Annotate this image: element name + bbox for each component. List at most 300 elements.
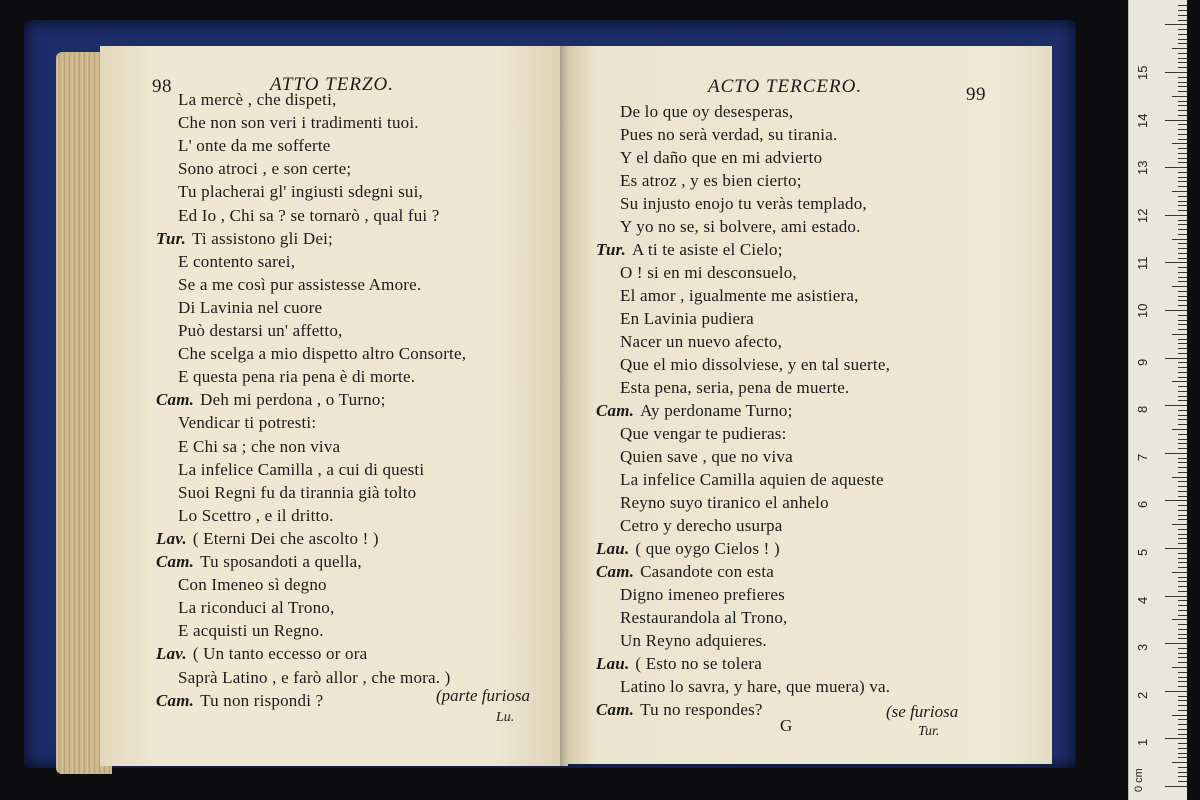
ruler-tick xyxy=(1178,543,1187,544)
left-line xyxy=(156,529,379,549)
ruler-unit-label: 0 cm xyxy=(1133,768,1145,792)
ruler-tick xyxy=(1178,267,1187,268)
ruler-tick xyxy=(1178,43,1187,44)
ruler-tick xyxy=(1165,738,1187,739)
verse-text: ( Esto no se tolera xyxy=(635,654,762,673)
ruler-tick xyxy=(1165,405,1187,406)
verse-text: De lo que oy desesperas, xyxy=(620,102,794,121)
speaker-label: Lav. xyxy=(156,528,187,548)
ruler-tick xyxy=(1178,320,1187,321)
ruler-tick xyxy=(1178,696,1187,697)
ruler-tick xyxy=(1178,20,1187,21)
verse-text: Saprà Latino , e farò allor , che mora. ) xyxy=(178,667,451,687)
right-line xyxy=(596,654,762,674)
ruler-tick xyxy=(1178,82,1187,83)
verse-text: El amor , igualmente me asistiera, xyxy=(620,286,859,305)
ruler-tick xyxy=(1178,277,1187,278)
verse-text: Ti assistono gli Dei; xyxy=(191,228,333,248)
left-line xyxy=(178,159,351,179)
ruler-tick xyxy=(1178,5,1187,6)
ruler-tick xyxy=(1172,143,1187,144)
ruler-tick xyxy=(1178,315,1187,316)
verse-text: Latino lo savra, y hare, que muera) va. xyxy=(620,677,891,696)
right-line xyxy=(596,700,763,720)
ruler-tick xyxy=(1165,548,1187,549)
left-line xyxy=(178,413,316,433)
verse-text: En Lavinia pudiera xyxy=(620,309,754,328)
ruler-tick xyxy=(1165,786,1187,787)
ruler-tick xyxy=(1165,167,1187,168)
verse-text: ( que oygo Cielos ! ) xyxy=(635,539,780,558)
verse-text: Di Lavinia nel cuore xyxy=(178,297,323,317)
verse-text: Su injusto enojo tu veràs templado, xyxy=(620,194,867,213)
ruler-tick xyxy=(1178,29,1187,30)
verse-text: La infelice Camilla aquien de aqueste xyxy=(620,470,884,489)
verse-text: Con Imeneo sì degno xyxy=(178,575,327,595)
left-line xyxy=(178,298,322,318)
ruler-tick xyxy=(1178,538,1187,539)
ruler-tick xyxy=(1172,48,1187,49)
ruler-tick xyxy=(1178,610,1187,611)
right-line xyxy=(620,447,793,467)
verse-text: Reyno suyo tiranico el anhelo xyxy=(620,493,829,512)
left-line xyxy=(156,552,362,572)
verse-text: E contento sarei, xyxy=(178,251,296,271)
ruler-tick xyxy=(1178,510,1187,511)
ruler-tick xyxy=(1172,715,1187,716)
speaker-label: Cam. xyxy=(596,401,635,420)
ruler-number: 15 xyxy=(1135,65,1150,80)
ruler-tick xyxy=(1178,472,1187,473)
ruler-tick xyxy=(1178,348,1187,349)
ruler-tick xyxy=(1178,577,1187,578)
ruler-tick xyxy=(1172,762,1187,763)
ruler-tick xyxy=(1178,567,1187,568)
ruler-tick xyxy=(1165,691,1187,692)
ruler-tick xyxy=(1172,524,1187,525)
speaker-label: Tur. xyxy=(596,240,626,259)
speaker-label: Cam. xyxy=(156,690,195,710)
left-running-header: ATTO TERZO. xyxy=(270,74,394,95)
ruler-tick xyxy=(1178,681,1187,682)
verse-text: Pues no serà verdad, su tirania. xyxy=(620,125,838,144)
ruler-tick xyxy=(1178,153,1187,154)
speaker-label: Cam. xyxy=(596,700,635,719)
verse-text: Ed Io , Chi sa ? se tornarò , qual fui ? xyxy=(178,205,440,225)
ruler-tick xyxy=(1178,224,1187,225)
measurement-ruler xyxy=(1128,0,1187,800)
verse-text: Un Reyno adquieres. xyxy=(620,631,767,650)
ruler-tick xyxy=(1178,491,1187,492)
ruler-tick xyxy=(1165,453,1187,454)
ruler-tick xyxy=(1172,96,1187,97)
ruler-tick xyxy=(1178,458,1187,459)
speaker-label: Tur. xyxy=(156,228,186,248)
left-line xyxy=(178,182,423,202)
right-line xyxy=(596,539,780,559)
ruler-tick xyxy=(1178,481,1187,482)
right-line xyxy=(596,562,774,582)
ruler-tick xyxy=(1178,396,1187,397)
ruler-tick xyxy=(1178,372,1187,373)
verse-text: ( Un tanto eccesso or ora xyxy=(192,644,368,664)
ruler-tick xyxy=(1178,519,1187,520)
ruler-tick xyxy=(1178,653,1187,654)
ruler-tick xyxy=(1178,34,1187,35)
ruler-tick xyxy=(1178,234,1187,235)
right-line xyxy=(620,424,787,444)
ruler-tick xyxy=(1178,343,1187,344)
right-running-header: ACTO TERCERO. xyxy=(708,76,863,97)
left-page-number: 98 xyxy=(152,76,172,97)
verse-text: Tu non rispondi ? xyxy=(200,690,324,710)
ruler-tick xyxy=(1165,596,1187,597)
ruler-tick xyxy=(1178,196,1187,197)
ruler-tick xyxy=(1178,467,1187,468)
ruler-tick xyxy=(1178,253,1187,254)
left-line xyxy=(178,321,343,341)
verse-text: L' onte da me sofferte xyxy=(178,136,331,156)
ruler-tick xyxy=(1172,619,1187,620)
ruler-tick xyxy=(1178,753,1187,754)
ruler-tick xyxy=(1165,24,1187,25)
ruler-tick xyxy=(1178,115,1187,116)
ruler-tick xyxy=(1178,724,1187,725)
left-line xyxy=(178,275,421,295)
left-line xyxy=(178,460,424,480)
ruler-tick xyxy=(1165,120,1187,121)
ruler-tick xyxy=(1178,181,1187,182)
verse-text: Deh mi perdona , o Turno; xyxy=(200,390,386,410)
ruler-tick xyxy=(1178,205,1187,206)
ruler-tick xyxy=(1178,629,1187,630)
right-stage-direction: (se furiosa xyxy=(886,702,959,721)
right-line xyxy=(620,217,861,237)
verse-text: E questa pena ria pena è di morte. xyxy=(178,367,416,387)
ruler-tick xyxy=(1165,262,1187,263)
right-line xyxy=(620,631,767,651)
right-line xyxy=(620,677,890,697)
verse-text: Esta pena, seria, pena de muerte. xyxy=(620,378,850,397)
right-line xyxy=(620,102,793,122)
ruler-tick xyxy=(1178,686,1187,687)
ruler-tick xyxy=(1178,729,1187,730)
ruler-number: 9 xyxy=(1135,358,1150,366)
ruler-tick xyxy=(1178,677,1187,678)
right-catchword: Tur. xyxy=(918,724,940,739)
verse-text: Y yo no se, si bolvere, ami estado. xyxy=(620,217,861,236)
ruler-number: 5 xyxy=(1135,548,1150,556)
ruler-tick xyxy=(1178,448,1187,449)
verse-text: Que el mio dissolviese, y en tal suerte, xyxy=(620,355,891,374)
ruler-tick xyxy=(1178,710,1187,711)
right-page xyxy=(566,46,1052,764)
ruler-tick xyxy=(1178,86,1187,87)
ruler-tick xyxy=(1178,562,1187,563)
ruler-tick xyxy=(1178,419,1187,420)
ruler-tick xyxy=(1178,386,1187,387)
ruler-number: 4 xyxy=(1135,596,1150,604)
ruler-number: 1 xyxy=(1135,739,1150,747)
ruler-tick xyxy=(1178,339,1187,340)
ruler-tick xyxy=(1178,186,1187,187)
ruler-tick xyxy=(1178,553,1187,554)
ruler-tick xyxy=(1178,291,1187,292)
ruler-tick xyxy=(1172,334,1187,335)
ruler-tick xyxy=(1178,91,1187,92)
right-line xyxy=(620,148,822,168)
ruler-tick xyxy=(1178,719,1187,720)
ruler-tick xyxy=(1178,53,1187,54)
ruler-tick xyxy=(1178,353,1187,354)
left-line xyxy=(156,691,323,711)
verse-text: Que vengar te pudieras: xyxy=(620,424,787,443)
ruler-tick xyxy=(1178,105,1187,106)
ruler-tick xyxy=(1178,496,1187,497)
left-line xyxy=(178,90,336,110)
ruler-number: 13 xyxy=(1135,160,1150,176)
ruler-tick xyxy=(1178,757,1187,758)
ruler-tick xyxy=(1178,172,1187,173)
ruler-tick xyxy=(1172,572,1187,573)
right-line xyxy=(620,309,754,329)
verse-text: La riconduci al Trono, xyxy=(178,598,335,618)
ruler-tick xyxy=(1178,705,1187,706)
ruler-tick xyxy=(1178,248,1187,249)
left-line xyxy=(178,668,451,688)
verse-text: Casandote con esta xyxy=(640,562,775,581)
ruler-number: 14 xyxy=(1135,113,1150,128)
ruler-tick xyxy=(1178,162,1187,163)
verse-text: La mercè , che dispeti, xyxy=(178,90,337,109)
left-line xyxy=(178,437,340,457)
ruler-tick xyxy=(1178,148,1187,149)
ruler-tick xyxy=(1178,391,1187,392)
right-line xyxy=(620,125,837,145)
ruler-tick xyxy=(1165,500,1187,501)
speaker-label: Lau. xyxy=(596,539,630,558)
ruler-number: 7 xyxy=(1135,453,1150,461)
verse-text: Che non son veri i tradimenti tuoi. xyxy=(178,113,419,133)
right-line xyxy=(620,378,849,398)
ruler-tick xyxy=(1178,400,1187,401)
ruler-tick xyxy=(1178,586,1187,587)
ruler-tick xyxy=(1178,110,1187,111)
ruler-tick xyxy=(1165,358,1187,359)
left-line xyxy=(178,575,327,595)
verse-text: Quien save , que no viva xyxy=(620,447,793,466)
ruler-tick xyxy=(1178,638,1187,639)
ruler-tick xyxy=(1178,662,1187,663)
ruler-tick xyxy=(1178,486,1187,487)
ruler-tick xyxy=(1178,558,1187,559)
ruler-tick xyxy=(1178,605,1187,606)
speaker-label: Lav. xyxy=(156,644,187,664)
ruler-tick xyxy=(1178,10,1187,11)
left-line xyxy=(178,136,331,156)
left-line xyxy=(178,252,295,272)
ruler-tick xyxy=(1178,657,1187,658)
verse-text: E acquisti un Regno. xyxy=(178,621,324,641)
verse-text: Sono atroci , e son certe; xyxy=(178,159,352,179)
ruler-tick xyxy=(1178,624,1187,625)
ruler-tick xyxy=(1178,581,1187,582)
verse-text: Vendicar ti potresti: xyxy=(178,413,317,433)
ruler-tick xyxy=(1178,434,1187,435)
left-line xyxy=(178,598,334,618)
verse-text: Cetro y derecho usurpa xyxy=(620,516,783,535)
ruler-tick xyxy=(1178,772,1187,773)
left-catchword: Lu. xyxy=(496,710,515,725)
ruler-tick xyxy=(1178,324,1187,325)
right-line xyxy=(620,332,782,352)
ruler-number: 8 xyxy=(1135,405,1150,414)
ruler-tick xyxy=(1172,191,1187,192)
ruler-number: 11 xyxy=(1135,256,1150,271)
ruler-tick xyxy=(1178,672,1187,673)
verse-text: A ti te asiste el Cielo; xyxy=(631,240,783,259)
verse-text: Che scelga a mio dispetto altro Consorte, xyxy=(178,344,467,364)
left-stage-direction: (parte furiosa xyxy=(436,686,530,705)
verse-text: Y el daño que en mi advierto xyxy=(620,148,823,167)
ruler-tick xyxy=(1178,272,1187,273)
ruler-tick xyxy=(1178,58,1187,59)
ruler-tick xyxy=(1178,124,1187,125)
ruler-tick xyxy=(1178,648,1187,649)
ruler-tick xyxy=(1178,734,1187,735)
verse-text: Restaurandola al Trono, xyxy=(620,608,788,627)
ruler-tick xyxy=(1178,776,1187,777)
ruler-tick xyxy=(1165,310,1187,311)
ruler-tick xyxy=(1165,72,1187,73)
ruler-tick xyxy=(1178,700,1187,701)
verse-text: E Chi sa ; che non viva xyxy=(178,436,341,456)
ruler-tick xyxy=(1178,743,1187,744)
ruler-number: 12 xyxy=(1135,208,1150,223)
ruler-tick xyxy=(1178,201,1187,202)
ruler-tick xyxy=(1178,305,1187,306)
ruler-tick xyxy=(1178,77,1187,78)
ruler-tick xyxy=(1178,139,1187,140)
verse-text: Tu no respondes? xyxy=(640,700,763,719)
ruler-tick xyxy=(1178,362,1187,363)
ruler-tick xyxy=(1178,767,1187,768)
right-line xyxy=(620,171,802,191)
ruler-tick xyxy=(1178,748,1187,749)
left-line xyxy=(178,367,415,387)
ruler-tick xyxy=(1178,62,1187,63)
verse-text: Es atroz , y es bien cierto; xyxy=(620,171,802,190)
right-line xyxy=(620,470,884,490)
left-page xyxy=(100,46,568,766)
left-line xyxy=(156,229,333,249)
ruler-tick xyxy=(1172,286,1187,287)
right-line xyxy=(620,194,867,214)
ruler-tick xyxy=(1178,424,1187,425)
right-line xyxy=(620,516,783,536)
right-line xyxy=(620,286,859,306)
ruler-tick xyxy=(1178,210,1187,211)
verse-text: Lo Scettro , e il dritto. xyxy=(178,505,334,525)
speaker-label: Cam. xyxy=(156,390,195,410)
right-line xyxy=(620,585,785,605)
left-line xyxy=(178,206,440,226)
ruler-tick xyxy=(1178,300,1187,301)
ruler-tick xyxy=(1178,367,1187,368)
left-line xyxy=(178,506,334,526)
verse-text: Tu placherai gl' ingiusti sdegni sui, xyxy=(178,182,423,202)
verse-text: Tu sposandoti a quella, xyxy=(200,552,362,571)
ruler-tick xyxy=(1178,329,1187,330)
ruler-tick xyxy=(1178,281,1187,282)
right-line xyxy=(596,401,793,421)
ruler-tick xyxy=(1178,415,1187,416)
ruler-tick xyxy=(1178,529,1187,530)
ruler-tick xyxy=(1178,505,1187,506)
right-line xyxy=(620,355,890,375)
verse-text: Può destarsi un' affetto, xyxy=(178,321,343,340)
right-line xyxy=(620,263,797,283)
ruler-tick xyxy=(1178,220,1187,221)
ruler-tick xyxy=(1172,477,1187,478)
speaker-label: Cam. xyxy=(596,562,635,581)
signature-mark: G xyxy=(780,716,793,735)
ruler-tick xyxy=(1178,39,1187,40)
ruler-number: 3 xyxy=(1135,643,1150,652)
ruler-tick xyxy=(1172,381,1187,382)
ruler-tick xyxy=(1178,15,1187,16)
left-line xyxy=(178,483,416,503)
ruler-tick xyxy=(1172,429,1187,430)
ruler-tick xyxy=(1178,781,1187,782)
right-line xyxy=(620,493,829,513)
verse-text: Digno imeneo prefieres xyxy=(620,585,785,604)
ruler-tick xyxy=(1178,600,1187,601)
verse-text: La infelice Camilla , a cui di questi xyxy=(178,459,425,479)
ruler-tick xyxy=(1178,439,1187,440)
ruler-tick xyxy=(1178,67,1187,68)
ruler-tick xyxy=(1178,410,1187,411)
ruler-number: 10 xyxy=(1135,303,1150,318)
ruler-tick xyxy=(1178,534,1187,535)
ruler-tick xyxy=(1178,515,1187,516)
book-gutter xyxy=(560,46,574,766)
left-line xyxy=(178,621,324,641)
verse-text: Suoi Regni fu da tirannia già tolto xyxy=(178,482,417,502)
ruler-tick xyxy=(1178,591,1187,592)
ruler-tick xyxy=(1178,177,1187,178)
ruler-tick xyxy=(1178,258,1187,259)
ruler-tick xyxy=(1178,296,1187,297)
ruler-tick xyxy=(1178,229,1187,230)
ruler-tick xyxy=(1178,377,1187,378)
left-line xyxy=(178,344,466,364)
ruler-tick xyxy=(1165,643,1187,644)
speaker-label: Cam. xyxy=(156,552,195,571)
verse-text: Se a me così pur assistesse Amore. xyxy=(178,274,422,294)
verse-text: Ay perdoname Turno; xyxy=(640,401,793,420)
ruler-tick xyxy=(1178,134,1187,135)
verse-text: Nacer un nuevo afecto, xyxy=(620,332,783,351)
verse-text: O ! si en mi desconsuelo, xyxy=(620,263,797,282)
right-line xyxy=(620,608,788,628)
ruler-tick xyxy=(1178,101,1187,102)
ruler-tick xyxy=(1172,239,1187,240)
ruler-number: 2 xyxy=(1135,691,1150,699)
ruler-tick xyxy=(1178,129,1187,130)
ruler-tick xyxy=(1178,443,1187,444)
left-line xyxy=(156,390,386,410)
